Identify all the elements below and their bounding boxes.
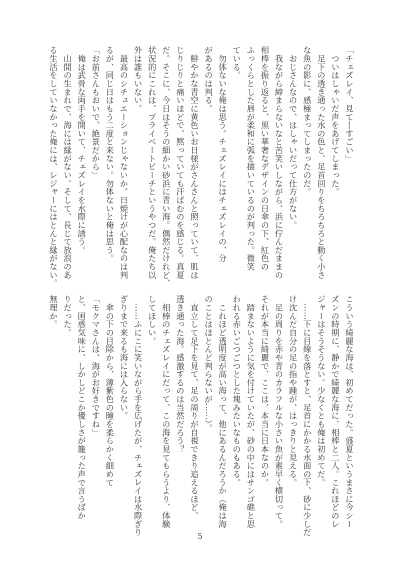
text-line: 我ながら締まらないなと苦笑いしながら、浜に佇んだままの	[274, 46, 285, 279]
text-line: 外は誰もいない。	[133, 46, 144, 113]
text-line: のことはほとんど判らないが……）。	[204, 295, 215, 433]
text-line: ぎりまで来るも海には入らない。	[119, 295, 130, 420]
text-line: るが、同じ日はもう二度と来ない。勿体ないと俺は思う。	[105, 46, 116, 263]
text-line: ふっくらとした唇が柔和に弧を描いているのが判った。微笑	[246, 46, 257, 271]
text-line: 俺は武骨な両手を開いて、チェズレイを水際に誘う。	[77, 46, 88, 254]
text-line: われる赤いごつごつとした塊みたいなものもある。	[232, 295, 243, 487]
page-number: 5	[197, 532, 203, 541]
text-line: 無理か。	[49, 295, 60, 329]
text-line: 直立して足下を見て、足の周りが自視できり追えるほど、	[189, 295, 200, 520]
text-line: な魚の影に、感極まってしまったのだ。	[302, 46, 313, 196]
text-line: 足の周りを赤や青のカラフルな小さい魚が素早く横切って。	[274, 295, 285, 528]
text-line: る生活をしていなかった俺には、レジャーにはとんと縁がない。	[49, 46, 60, 288]
text-line: ジャーはそうそうない。少なくとも俺は初めてだ。	[316, 295, 327, 487]
text-line: それが本当に綺麗で、ここは、本当に日本なのか。	[260, 295, 271, 487]
text-column-upper	[49, 46, 357, 288]
text-column-lower	[49, 295, 357, 537]
text-line: け沈んだ自分の足の指や踵が、はっきりと見える。	[288, 295, 299, 487]
text-line: ……下に目線を落とすと、足首にかかる水面の下、砂に少しだ	[302, 295, 313, 537]
text-line: ついはしゃいだ声をあげてしまった。	[330, 46, 341, 196]
text-line: 「チェズレイ、見て―すごい」	[345, 46, 355, 163]
text-line: 足下の透き通った水の色と、足首回りをちろちろと動く小さ	[316, 46, 327, 279]
text-line: 「お前さんもおいで、絶景だから」	[91, 46, 102, 180]
text-line: りだった。	[63, 295, 74, 337]
text-line: ている。	[232, 46, 243, 80]
text-line: 相棒のチェズレイにだって、この海を見てもらうより、体験	[161, 295, 172, 528]
text-line: 山間の生まれで、海には縁がない。そして、長じて放浪のあ	[63, 46, 74, 279]
text-line: 状況的にこれは、プライベートビーチというやつだ。俺たち以	[147, 46, 158, 279]
text-line: 相棒を振り返ると、黒い華奢なデザインの日傘の下、紅色の	[260, 46, 271, 271]
text-line: 勿体ないな俺は思う。チェズレイにはチェズレイの、分	[218, 46, 229, 263]
text-line: してほしい。	[147, 295, 158, 345]
text-line: 鮮やかな青空に黄色いお日様がさんさんと照っていて、肌は	[189, 46, 200, 279]
text-line: ズンの時期に、静かで綺麗な海に、相棒と二人。これほどのレ	[330, 295, 341, 528]
text-line: 透き通った海。感激するのは当然だろう？	[175, 295, 186, 454]
text-line: じりじりと痛いほどで、黙っていても汗ばむのを感じる。真夏	[175, 46, 186, 279]
text-line: 傘の下の目除から、薄紫色の瞳を柔らかく細めて	[105, 295, 116, 487]
text-line: おじさんなので、はしゃいだって仕方がない。	[288, 46, 299, 230]
text-line: と、困惑気味に、しかしどこか優しさが籠った声で言うばか	[77, 295, 88, 520]
text-line: だ。そこに、今日はそうの細かい砂浜に青い海。偶然だけれど、	[161, 46, 172, 288]
text-line: これほど透明度が高い海って、他にあるんだろうか（俺は海	[218, 295, 229, 528]
text-line: があるのは判る。	[204, 46, 215, 113]
text-line: 「モクマさんは、海がお好きですね」	[91, 295, 102, 437]
text-line: ……ふにこに笑いながら手を広げたが、チェズレイは水際ぎり	[133, 295, 144, 537]
text-line: 最高のシチュエーションじゃないか。日焼けが心配なのは判	[119, 46, 130, 279]
text-line: 踏まないように気を付けていたが、砂の中にはサンゴ礁と思	[246, 295, 257, 528]
text-line: こういう綺麗な海は、初めてだった。盛夏というまさに今シー	[345, 295, 355, 528]
